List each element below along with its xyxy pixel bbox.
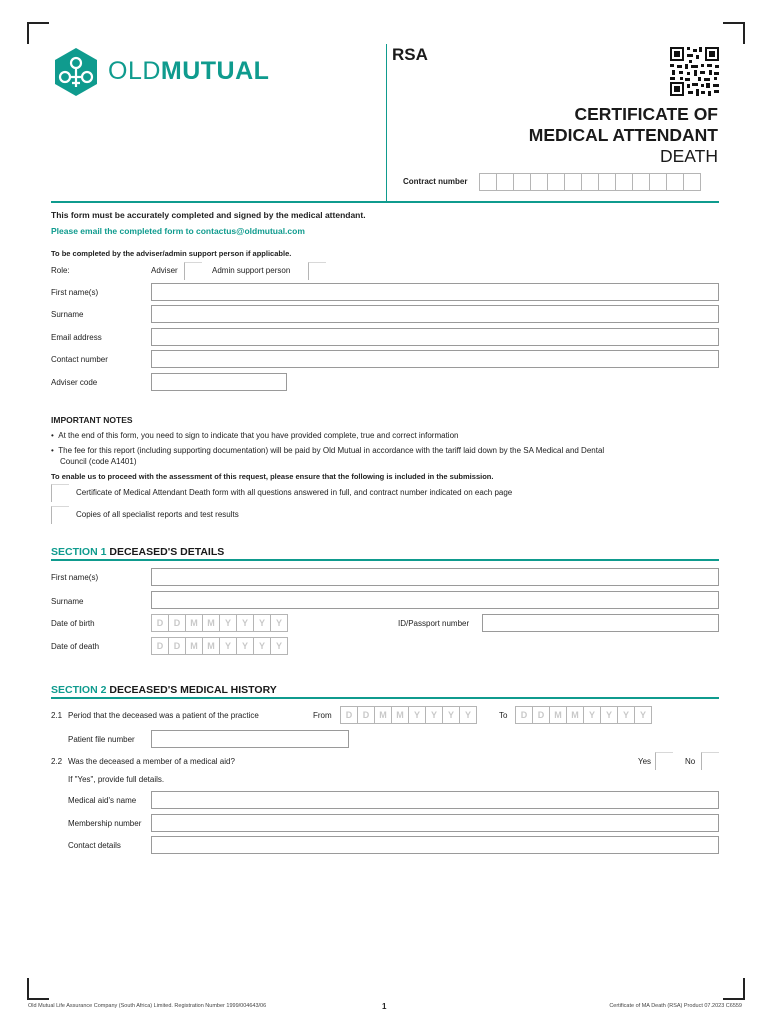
q22-text: Was the deceased a member of a medical aid? [68, 757, 235, 766]
role-label: Role: [51, 266, 70, 275]
adviser-heading: To be completed by the adviser/admin support person if applicable. [51, 249, 292, 258]
adviser-code-label: Adviser code [51, 378, 98, 387]
section-2-title: DECEASED'S MEDICAL HISTORY [109, 684, 277, 696]
dob-m2: M [202, 614, 220, 632]
to-m2: M [566, 706, 584, 724]
dod-m1: M [185, 637, 203, 655]
medical-aid-no-checkbox[interactable] [701, 752, 719, 770]
q22-number: 2.2 [51, 757, 63, 766]
period-from-label: From [313, 711, 332, 720]
to-d2: D [532, 706, 550, 724]
note-2-text: The fee for this report (including supporting documentation) will be paid by Old Mutual in accordance with the tariff laid down by the SA Medical and Dental [58, 446, 605, 455]
note-2-text-cont: Council (code A1401) [60, 457, 137, 466]
adviser-contact-input[interactable] [151, 350, 719, 368]
qr-code-icon [670, 47, 719, 101]
role-adviser-label: Adviser [151, 266, 178, 275]
adviser-code-input[interactable] [151, 373, 287, 391]
region-label: RSA [392, 45, 428, 64]
title-line-2: MEDICAL ATTENDANT [528, 125, 718, 145]
title-line-3: DEATH [659, 146, 718, 166]
footer-product-text: Certificate of MA Death (RSA) Product 07.2023 C6559 [609, 1003, 742, 1009]
intro-instruction: This form must be accurately completed and signed by the medical attendant. [51, 210, 366, 220]
id-passport-label: ID/Passport number [398, 619, 470, 628]
title-line-1: CERTIFICATE OF [574, 104, 718, 124]
form-title [529, 104, 718, 167]
dod-d2: D [168, 637, 186, 655]
from-d2: D [357, 706, 375, 724]
deceased-surname-input[interactable] [151, 591, 719, 609]
adviser-surname-input[interactable] [151, 305, 719, 323]
from-m2: M [391, 706, 409, 724]
medical-aid-yes-checkbox[interactable] [655, 752, 673, 770]
to-y3: Y [617, 706, 635, 724]
note-bullet-2: • The fee for this report (including supporting documentation) will be paid by Old Mutual in accordance with the tariff laid down by the SA Medical and Dental [51, 446, 605, 455]
dod-y3: Y [253, 637, 271, 655]
header-rule [51, 201, 719, 203]
adviser-email-input[interactable] [151, 328, 719, 346]
date-of-death-label: Date of death [51, 642, 100, 651]
dod-y4: Y [270, 637, 288, 655]
from-y1: Y [408, 706, 426, 724]
medical-aid-name-input[interactable] [151, 791, 719, 809]
medical-aid-no-label: No [685, 757, 696, 766]
period-to-label: To [499, 711, 508, 720]
crop-mark-bottom-left [27, 978, 49, 1000]
checklist-reports-label: Copies of all specialist reports and test results [76, 510, 239, 519]
from-y2: Y [425, 706, 443, 724]
period-from-input[interactable] [340, 706, 476, 724]
brand-old-text: OLD [108, 57, 161, 85]
section-1-rule [51, 559, 719, 561]
section-1-title: DECEASED'S DETAILS [109, 546, 225, 558]
deceased-first-name-input[interactable] [151, 568, 719, 586]
footer-company-text: Old Mutual Life Assurance Company (South Africa) Limited. Registration Number 1999/004643/06 [28, 1003, 267, 1009]
to-d1: D [515, 706, 533, 724]
membership-number-input[interactable] [151, 814, 719, 832]
submission-instruction: To enable us to proceed with the assessment of this request, please ensure that the following is included in the submission. [51, 472, 494, 481]
patient-file-input[interactable] [151, 730, 349, 748]
dob-d1: D [151, 614, 169, 632]
from-m1: M [374, 706, 392, 724]
page-number: 1 [382, 1002, 387, 1011]
contract-number-input[interactable] [479, 173, 700, 191]
medical-aid-yes-label: Yes [638, 757, 652, 766]
brand-wordmark [108, 57, 269, 86]
adviser-contact-label: Contact number [51, 355, 108, 364]
checklist-form-checkbox[interactable] [51, 484, 69, 502]
to-m1: M [549, 706, 567, 724]
dod-y2: Y [236, 637, 254, 655]
dob-y2: Y [236, 614, 254, 632]
adviser-email-label: Email address [51, 333, 102, 342]
to-y4: Y [634, 706, 652, 724]
note-1-text: At the end of this form, you need to sign to indicate that you have provided complete, true and correct information [58, 431, 459, 440]
contact-details-input[interactable] [151, 836, 719, 854]
dod-m2: M [202, 637, 220, 655]
checklist-reports-checkbox[interactable] [51, 506, 69, 524]
patient-file-label: Patient file number [68, 735, 135, 744]
deceased-surname-label: Surname [51, 597, 84, 606]
adviser-first-name-input[interactable] [151, 283, 719, 301]
section-1-heading [51, 546, 224, 558]
q21-number: 2.1 [51, 711, 63, 720]
section-1-number: SECTION 1 [51, 546, 107, 558]
section-2-heading [51, 684, 277, 696]
header-divider [386, 44, 387, 201]
dob-d2: D [168, 614, 186, 632]
if-yes-instruction: If "Yes", provide full details. [68, 775, 165, 784]
medical-aid-name-label: Medical aid's name [68, 796, 137, 805]
old-mutual-logo [51, 47, 101, 102]
section-2-rule [51, 697, 719, 699]
from-y4: Y [459, 706, 477, 724]
role-adviser-checkbox[interactable] [184, 262, 202, 280]
adviser-surname-label: Surname [51, 310, 84, 319]
date-of-death-input[interactable] [151, 637, 287, 655]
contact-details-label: Contact details [68, 841, 121, 850]
dob-y3: Y [253, 614, 271, 632]
brand-mutual-text: MUTUAL [160, 57, 270, 85]
from-d1: D [340, 706, 358, 724]
note-bullet-1: • At the end of this form, you need to sign to indicate that you have provided complete, true and correct information [51, 431, 459, 440]
dob-y4: Y [270, 614, 288, 632]
checklist-form-label: Certificate of Medical Attendant Death form with all questions answered in full, and contract number indicated on each page [76, 488, 513, 497]
contract-number-label: Contract number [403, 177, 468, 186]
date-of-birth-label: Date of birth [51, 619, 95, 628]
id-passport-input[interactable] [482, 614, 719, 632]
crop-mark-top-right [723, 22, 745, 44]
role-admin-checkbox[interactable] [308, 262, 326, 280]
dod-y1: Y [219, 637, 237, 655]
q21-text: Period that the deceased was a patient of the practice [68, 711, 259, 720]
section-2-number: SECTION 2 [51, 684, 107, 696]
from-y3: Y [442, 706, 460, 724]
to-y2: Y [600, 706, 618, 724]
adviser-first-name-label: First name(s) [51, 288, 99, 297]
to-y1: Y [583, 706, 601, 724]
deceased-first-name-label: First name(s) [51, 573, 99, 582]
dob-m1: M [185, 614, 203, 632]
date-of-birth-input[interactable] [151, 614, 287, 632]
period-to-input[interactable] [515, 706, 651, 724]
dod-d1: D [151, 637, 169, 655]
email-instruction: Please email the completed form to contactus@oldmutual.com [51, 226, 305, 236]
important-notes-heading: IMPORTANT NOTES [51, 415, 133, 425]
membership-number-label: Membership number [68, 819, 142, 828]
crop-mark-top-left [27, 22, 49, 44]
role-admin-label: Admin support person [212, 266, 291, 275]
crop-mark-bottom-right [723, 978, 745, 1000]
logo-shield-icon [51, 47, 101, 97]
dob-y1: Y [219, 614, 237, 632]
